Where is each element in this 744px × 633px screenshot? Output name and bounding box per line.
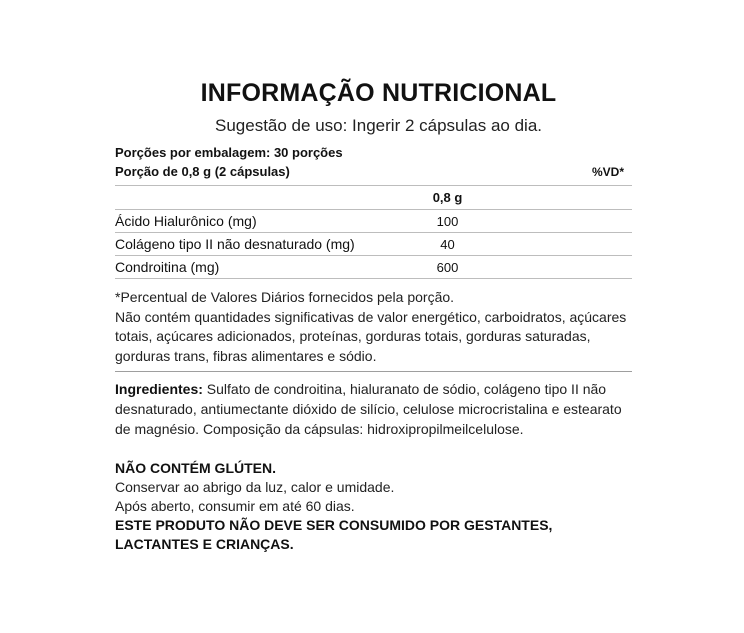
portion-size: Porção de 0,8 g (2 cápsulas)	[115, 164, 290, 179]
table-row	[115, 256, 632, 279]
insignificant-amounts-note: Não contém quantidades significativas de valor energético, carboidratos, açúcares totais, açúcares adicionados, proteínas, gorduras totais, gorduras saturadas, gorduras trans, fibras alimentares e sódio.	[115, 308, 627, 364]
usage-suggestion: Sugestão de uso: Ingerir 2 cápsulas ao dia.	[215, 116, 542, 135]
warning-statement: ESTE PRODUTO NÃO DEVE SER CONSUMIDO POR GESTANTES, LACTANTES E CRIANÇAS.	[115, 517, 553, 552]
gluten-statement: NÃO CONTÉM GLÚTEN.	[115, 460, 276, 476]
after-opening-instruction: Após aberto, consumir em até 60 dias.	[115, 498, 355, 514]
nutrient-name: Condroitina (mg)	[115, 259, 220, 275]
nutrient-name: Colágeno tipo II não desnaturado (mg)	[115, 236, 355, 252]
servings-per-package: Porções por embalagem: 30 porções	[115, 145, 343, 160]
nutrient-value: 600	[436, 259, 459, 275]
ingredients-block	[115, 372, 632, 439]
table-row	[115, 210, 632, 233]
table-header	[115, 186, 632, 210]
storage-block	[115, 459, 632, 554]
nutrition-label	[115, 78, 632, 554]
nutrient-name: Ácido Hialurônico (mg)	[115, 213, 257, 229]
portion-row	[115, 162, 632, 186]
storage-instruction: Conservar ao abrigo da luz, calor e umidade.	[115, 479, 395, 495]
daily-values-note: *Percentual de Valores Diários fornecidos pela porção.	[115, 289, 455, 305]
nutrient-value: 40	[440, 236, 455, 252]
vd-header: %VD*	[591, 165, 624, 179]
nutrient-value: 100	[436, 213, 459, 229]
notes-block	[115, 279, 632, 372]
ingredients-text: Sulfato de condroitina, hialuranato de sódio, colágeno tipo II não desnaturado, antiumectante dióxido de silício, celulose microcristalina e estearato de magnésio. Composição da cápsulas: hidroxipropilmeilcelulose.	[115, 381, 622, 437]
table-column-header: 0,8 g	[432, 190, 463, 205]
page-title: INFORMAÇÃO NUTRICIONAL	[200, 79, 557, 107]
ingredients-label: Ingredientes:	[115, 381, 203, 397]
table-row	[115, 233, 632, 256]
